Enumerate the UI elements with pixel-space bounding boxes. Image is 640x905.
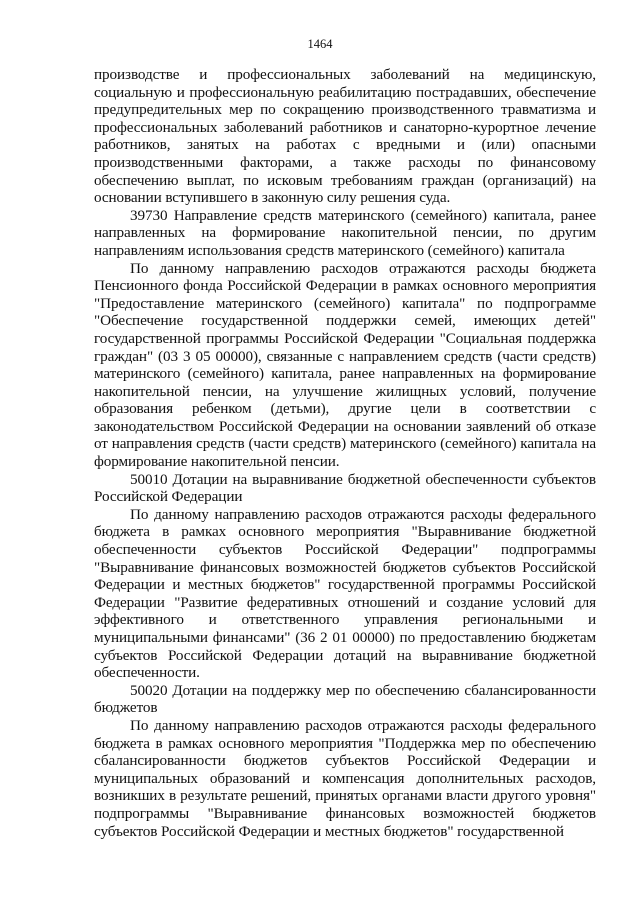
paragraph-50020-description: По данному направлению расходов отражаются расходы федерального бюджета в рамках основного мероприятия "Поддержка мер по обеспечению сбалансированности бюджетов субъектов Российской Федерации и муниципальных образований и компенсация дополнительных расходов, возникших в результате решений, принятых органами власти другого уровня" подпрограммы "Выравнивание финансовых возможностей бюджетов субъектов Российской Федерации и местных бюджетов" государственной [94, 716, 596, 840]
paragraph-50010-description: По данному направлению расходов отражаются расходы федерального бюджета в рамках основного мероприятия "Выравнивание бюджетной обеспеченности субъектов Российской Федерации" подпрограммы "Выравнивание финансовых возможностей бюджетов субъектов Российской Федерации и местных бюджетов" государственной программы Российской Федерации "Развитие федеративных отношений и создание условий для эффективного и ответственного управления региональными и муниципальными финансами" (36 2 01 00000) по предоставлению бюджетам субъектов Российской Федерации дотаций на выравнивание бюджетной обеспеченности. [94, 505, 596, 682]
section-heading-50020: 50020 Дотации на поддержку мер по обеспечению сбалансированности бюджетов [94, 681, 596, 717]
section-heading-50010: 50010 Дотации на выравнивание бюджетной обеспеченности субъектов Российской Федерации [94, 470, 596, 506]
document-body [94, 66, 596, 840]
paragraph-continuation: производстве и профессиональных заболеваний на медицинскую, социальную и профессиональную реабилитацию пострадавших, обеспечение предупредительных мер по сокращению производственного травматизма и профессиональных заболеваний работников и санаторно-курортное лечение работников, занятых на работах с вредными и (или) опасными производственными факторами, а также расходы по финансовому обеспечению выплат, по исковым требованиям граждан (организаций) на основании вступившего в законную силу решения суда. [94, 66, 596, 207]
section-heading-39730: 39730 Направление средств материнского (семейного) капитала, ранее направленных на формирование накопительной пенсии, по другим направлениям использования средств материнского (семейного) капитала [94, 206, 596, 259]
page-number: 1464 [307, 37, 333, 51]
paragraph-39730-description: По данному направлению расходов отражаются расходы бюджета Пенсионного фонда Российской Федерации в рамках основного мероприятия "Предоставление материнского (семейного) капитала" по подпрограмме "Обеспечение государственной поддержки семей, имеющих детей" государственной программы Российской Федерации "Социальная поддержка граждан" (03 3 05 00000), связанные с направлением средств (части средств) материнского (семейного) капитала, ранее направленных на формирование накопительной пенсии, на улучшение жилищных условий, получение образования ребенком (детьми), другие цели в соответствии с законодательством Российской Федерации на основании заявлений об отказе от направления средств (части средств) материнского (семейного) капитала на формирование накопительной пенсии. [94, 259, 596, 471]
